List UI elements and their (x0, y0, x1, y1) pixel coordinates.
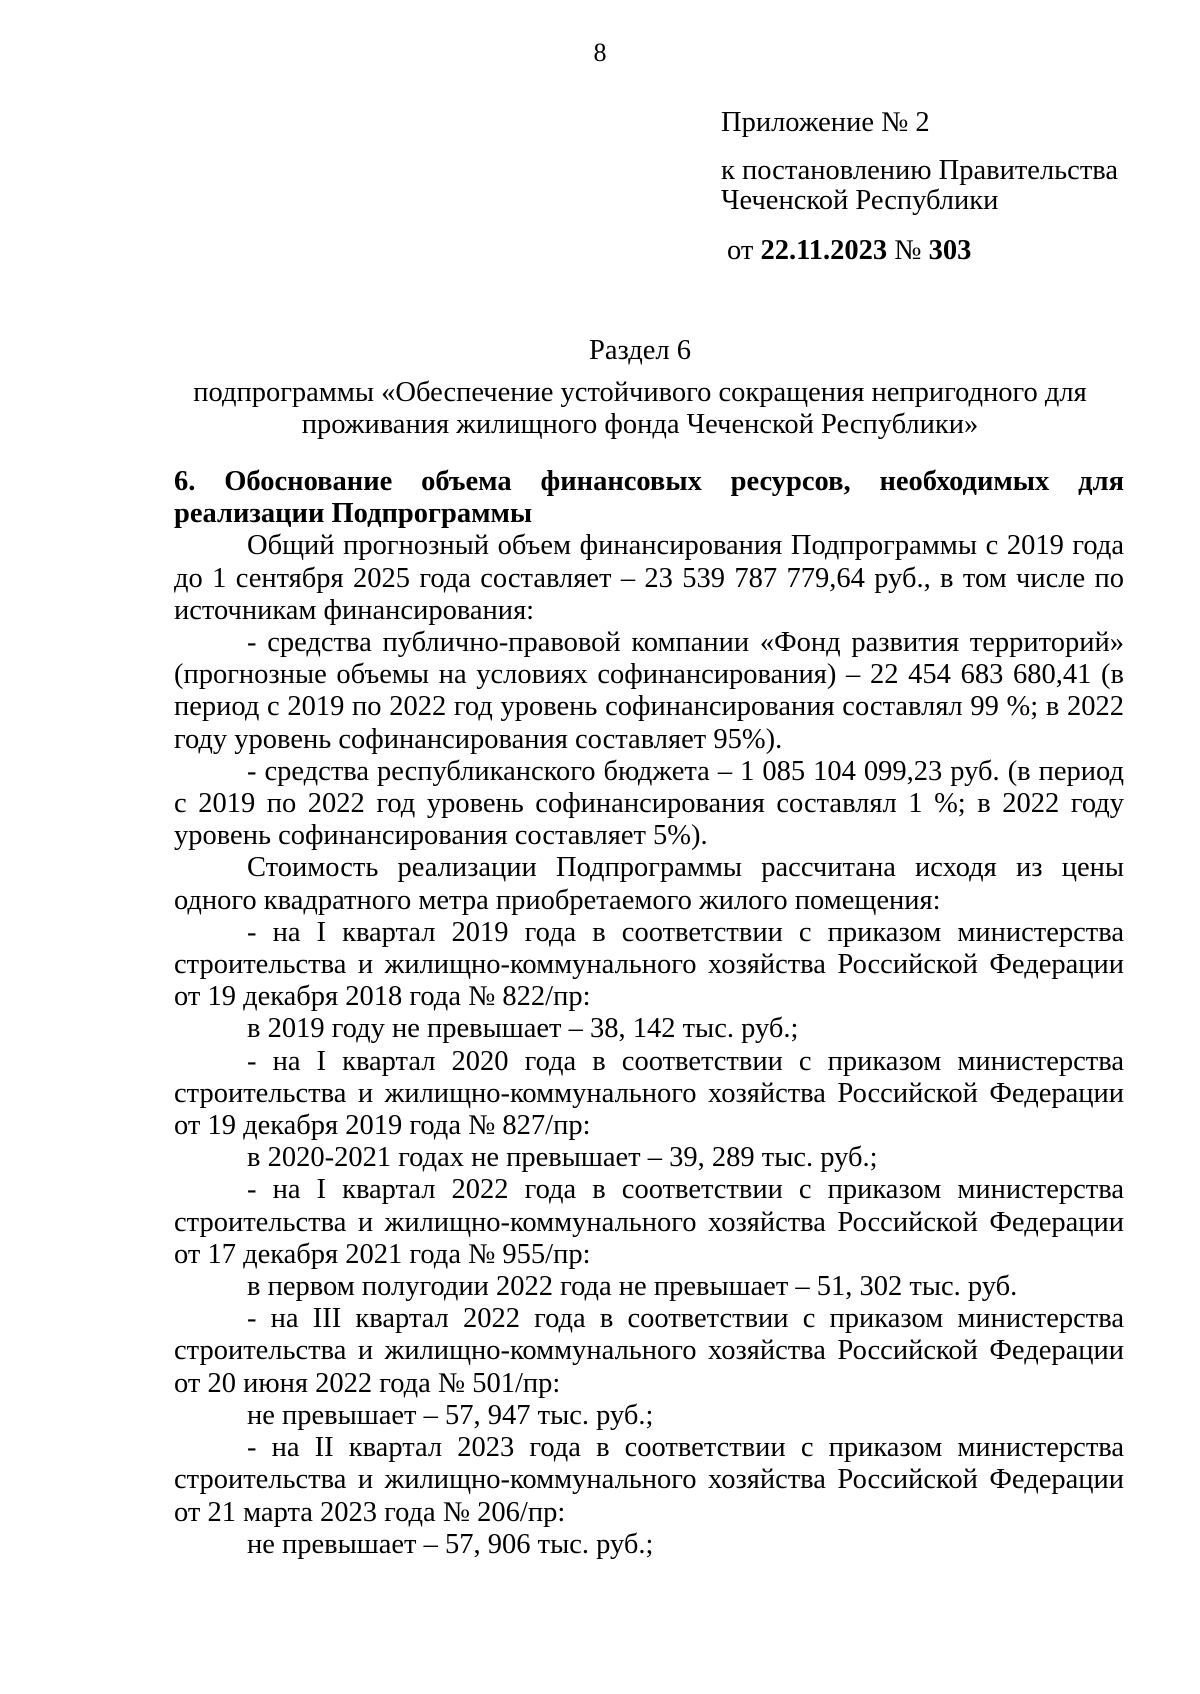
appendix-date-line (727, 236, 1161, 266)
paragraph: в первом полугодии 2022 года не превышает – 51, 302 тыс. руб. (247, 1271, 1018, 1303)
paragraph: не превышает – 57, 906 тыс. руб.; (247, 1528, 654, 1560)
appendix-date-prefix: от (727, 235, 761, 266)
appendix-number: 303 (928, 235, 972, 266)
paragraph: - на III квартал 2022 года в соответствии с приказом министерства строительства и жилищно-коммунального хозяйства Российской Федерации от 20 июня 2022 года № 501/пр: (174, 1303, 1124, 1399)
appendix-line-2: Чеченской Республики (721, 185, 999, 216)
section-subtitle-line-2: проживания жилищного фонда Чеченской Республики» (301, 409, 979, 440)
paragraph: - на II квартал 2023 года в соответствии с приказом министерства строительства и жилищно-коммунального хозяйства Российской Федерации от 21 марта 2023 года № 206/пр: (174, 1432, 1124, 1528)
appendix-title: Приложение № 2 (721, 107, 930, 138)
appendix-block (721, 108, 1161, 266)
paragraph: Общий прогнозный объем финансирования Подпрограммы с 2019 года до 1 сентября 2025 года составляет – 23 539 787 779,64 руб., в том числе по источникам финансирования: (174, 530, 1124, 626)
section-heading: 6. Обоснование объема финансовых ресурсов, необходимых для реализации Подпрограммы (174, 466, 1124, 530)
appendix-line-1: к постановлению Правительства (721, 155, 1119, 186)
paragraph: - средства республиканского бюджета – 1 085 104 099,23 руб. (в период с 2019 по 2022 год уровень софинансирования составлял 1 %; в 2022 году уровень софинансирования составляет 5%). (174, 755, 1124, 852)
paragraph: Стоимость реализации Подпрограммы рассчитана исходя из цены одного квадратного метра приобретаемого жилого помещения: (174, 852, 1124, 916)
paragraph: не превышает – 57, 947 тыс. руб.; (247, 1399, 654, 1431)
section-header (150, 335, 1130, 441)
document-body (174, 466, 1124, 1561)
paragraph: - средства публично-правовой компании «Фонд развития территорий» (прогнозные объемы на условиях софинансирования) – 22 454 683 680,41 (в период с 2019 по 2022 год уровень софинансирования составлял 99 %; в 2022 году уровень софинансирования составляет 95%). (174, 627, 1124, 755)
section-title: Раздел 6 (589, 335, 691, 366)
paragraph-list (174, 530, 1124, 1561)
paragraph: - на I квартал 2020 года в соответствии с приказом министерства строительства и жилищно-коммунального хозяйства Российской Федерации от 19 декабря 2019 года № 827/пр: (174, 1045, 1124, 1142)
paragraph: - на I квартал 2019 года в соответствии с приказом министерства строительства и жилищно-коммунального хозяйства Российской Федерации от 19 декабря 2018 года № 822/пр: (174, 916, 1124, 1013)
page-number: 8 (593, 38, 607, 67)
section-subtitle-line-1: подпрограммы «Обеспечение устойчивого сокращения непригодного для (193, 377, 1087, 408)
paragraph: в 2020-2021 годах не превышает – 39, 289 тыс. руб.; (247, 1142, 878, 1174)
paragraph: в 2019 году не превышает – 38, 142 тыс. руб.; (247, 1013, 799, 1045)
paragraph: - на I квартал 2022 года в соответствии с приказом министерства строительства и жилищно-коммунального хозяйства Российской Федерации от 17 декабря 2021 года № 955/пр: (174, 1174, 1124, 1270)
appendix-date: 22.11.2023 (760, 235, 888, 266)
appendix-number-sign: № (887, 235, 929, 266)
